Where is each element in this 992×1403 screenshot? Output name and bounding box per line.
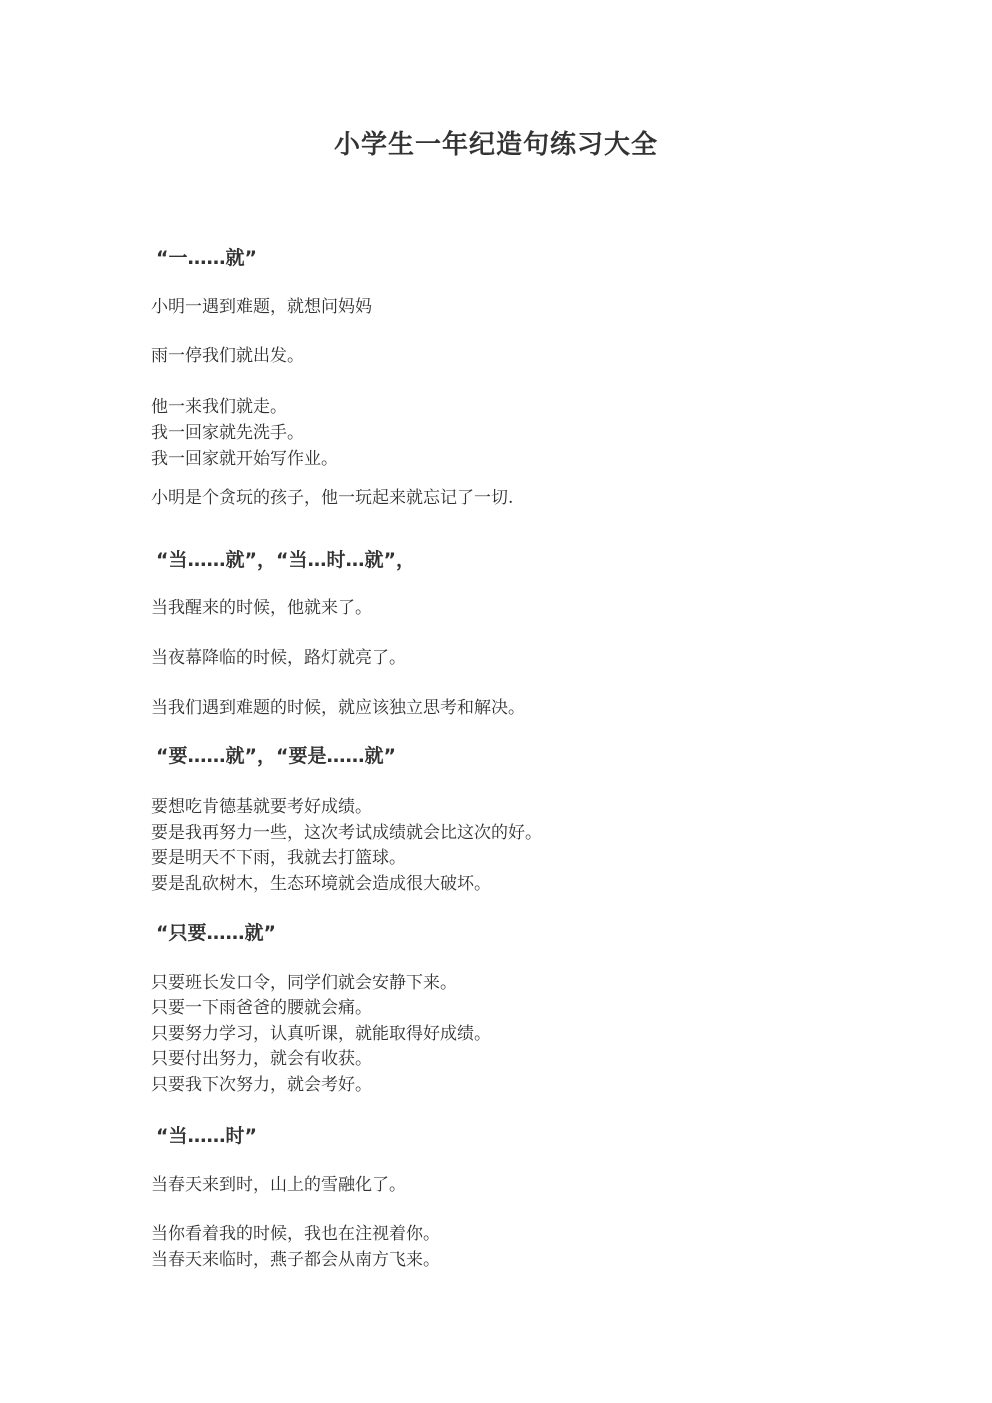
sentence-line: 要是明天不下雨，我就去打篮球。 xyxy=(151,848,406,868)
sentence-line: 只要付出努力，就会有收获。 xyxy=(151,1049,372,1069)
sentence-line: 小明是个贪玩的孩子，他一玩起来就忘记了一切. xyxy=(151,488,514,508)
sentence-line: 只要努力学习，认真听课，就能取得好成绩。 xyxy=(151,1024,491,1044)
section-heading-yao-jiu: “要……就”，“要是……就” xyxy=(156,745,396,767)
sentence-line: 雨一停我们就出发。 xyxy=(151,346,304,366)
sentence-line: 当春天来到时，山上的雪融化了。 xyxy=(151,1175,406,1195)
page-title: 小学生一年纪造句练习大全 xyxy=(333,130,658,160)
sentence-line: 我一回家就开始写作业。 xyxy=(151,449,338,469)
sentence-line: 当你看着我的时候，我也在注视着你。 xyxy=(151,1224,440,1244)
sentence-line: 当夜幕降临的时候，路灯就亮了。 xyxy=(151,648,406,668)
sentence-line: 只要一下雨爸爸的腰就会痛。 xyxy=(151,998,372,1018)
sentence-line: 要是乱砍树木，生态环境就会造成很大破坏。 xyxy=(151,874,491,894)
section-heading-dang-shi: “当……时” xyxy=(156,1125,257,1147)
sentence-line: 我一回家就先洗手。 xyxy=(151,423,304,443)
section-heading-yi-jiu: “一……就” xyxy=(156,247,257,269)
sentence-line: 当我醒来的时候，他就来了。 xyxy=(151,598,372,618)
sentence-line: 要是我再努力一些，这次考试成绩就会比这次的好。 xyxy=(151,823,542,843)
section-heading-zhiyao-jiu: “只要……就” xyxy=(156,922,276,944)
sentence-line: 要想吃肯德基就要考好成绩。 xyxy=(151,797,372,817)
sentence-line: 当春天来临时，燕子都会从南方飞来。 xyxy=(151,1250,440,1270)
sentence-line: 他一来我们就走。 xyxy=(151,397,287,417)
sentence-line: 只要班长发口令，同学们就会安静下来。 xyxy=(151,973,457,993)
section-heading-dang-jiu: “当……就”，“当…时…就”， xyxy=(156,549,415,571)
sentence-line: 小明一遇到难题，就想问妈妈 xyxy=(151,297,372,317)
sentence-line: 只要我下次努力，就会考好。 xyxy=(151,1075,372,1095)
sentence-line: 当我们遇到难题的时候，就应该独立思考和解决。 xyxy=(151,698,525,718)
